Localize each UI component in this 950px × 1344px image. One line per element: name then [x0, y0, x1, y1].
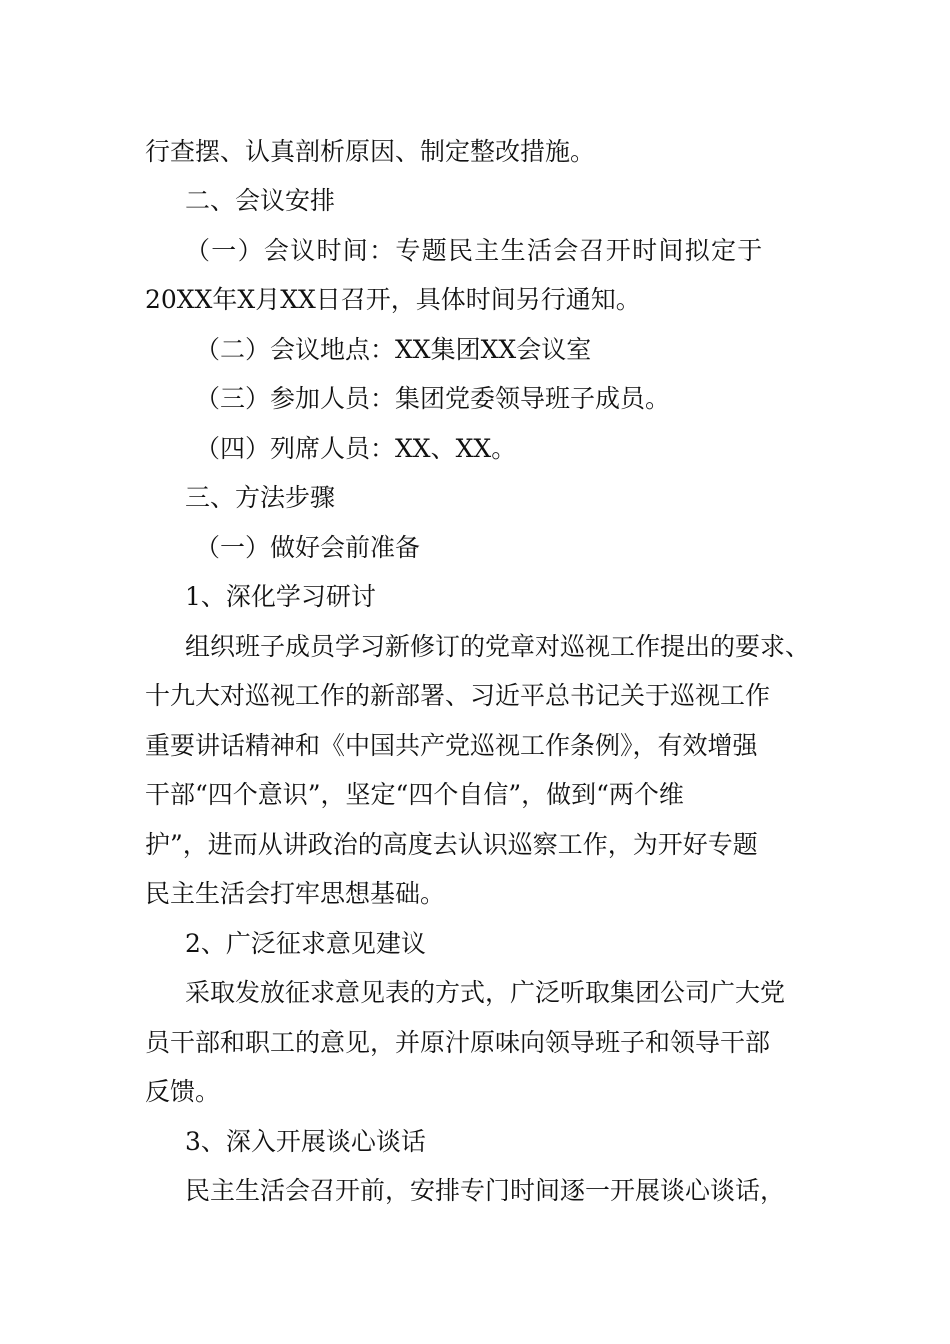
paragraph-line: 行查摆、认真剖析原因、制定整改措施。 — [145, 137, 596, 166]
section-heading: 三、方法步骤 — [185, 483, 336, 512]
paragraph-line: 护”，进而从讲政治的高度去认识巡察工作，为开好专题 — [145, 830, 758, 859]
subsection-line: （二）会议地点：XX集团XX会议室 — [195, 335, 592, 364]
subsection-line: （一）会议时间：专题民主生活会召开时间拟定于 — [185, 236, 764, 265]
paragraph-line: 员干部和职工的意见，并原汁原味向领导班子和领导干部 — [145, 1028, 771, 1057]
paragraph-line: 民主生活会打牢思想基础。 — [145, 879, 446, 908]
item-heading: 2、广泛征求意见建议 — [185, 929, 426, 958]
paragraph-line: 组织班子成员学习新修订的党章对巡视工作提出的要求、 — [185, 632, 811, 661]
item-heading: 3、深入开展谈心谈话 — [185, 1127, 426, 1156]
paragraph-line: 干部“四个意识”，坚定“四个自信”，做到“两个维 — [145, 780, 684, 809]
subsection-line: （三）参加人员：集团党委领导班子成员。 — [195, 384, 671, 413]
subsection-line: （四）列席人员：XX、XX。 — [195, 434, 517, 463]
paragraph-line: 民主生活会召开前，安排专门时间逐一开展谈心谈话， — [185, 1176, 786, 1205]
subsection-heading: （一）做好会前准备 — [195, 533, 421, 562]
item-heading: 1、深化学习研讨 — [185, 582, 376, 611]
paragraph-line: 十九大对巡视工作的新部署、习近平总书记关于巡视工作 — [145, 681, 771, 710]
paragraph-line: 20XX年X月XX日召开，具体时间另行通知。 — [145, 285, 641, 314]
section-heading: 二、会议安排 — [185, 186, 336, 215]
paragraph-line: 反馈。 — [145, 1077, 221, 1106]
paragraph-line: 重要讲话精神和《中国共产党巡视工作条例》，有效增强 — [145, 731, 758, 760]
paragraph-line: 采取发放征求意见表的方式，广泛听取集团公司广大党 — [185, 978, 786, 1007]
